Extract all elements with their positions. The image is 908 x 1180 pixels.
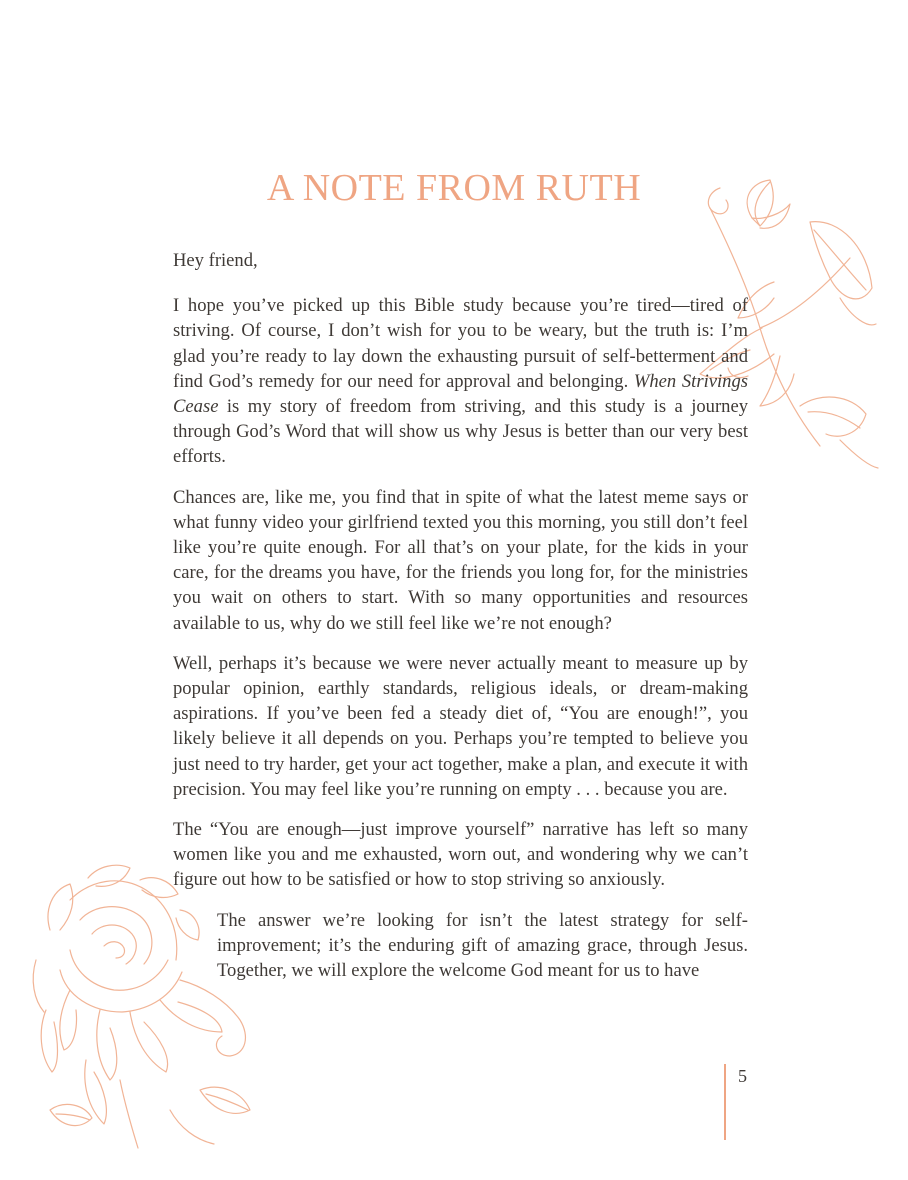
salutation: Hey friend, xyxy=(173,250,258,271)
paragraph-1-text-a: I hope you’ve picked up this Bible study because you’re tired—tired of striving. Of course, I don’t wish for you to be weary, but the truth is: I’m glad you’re ready to lay down the exhausting pursuit of self-betterment and find God’s remedy for our need for approval and belonging. xyxy=(173,295,748,392)
page-title: A NOTE FROM RUTH xyxy=(266,167,642,209)
paragraph-4: The “You are enough—just improve yourself” narrative has left so many women like you and me exhausted, worn out, and wondering why we can’t figure out how to be satisfied or how to stop striving so anxiously. xyxy=(173,819,748,891)
folio-rule xyxy=(724,1064,726,1140)
page-number: 5 xyxy=(738,1066,747,1086)
paragraph-1 xyxy=(173,293,748,469)
book-title: When Strivings Cease xyxy=(173,370,748,418)
paragraph-2: Chances are, like me, you find that in spite of what the latest meme says or what funny video your girlfriend texted you this morning, you still don’t feel like you’re quite enough. For all that’s on your plate, for the kids in your care, for the dreams you have, for the friends you long for, for the ministries you wait on others to start. With so many opportunities and resources available to us, why do we still feel like we’re not enough? xyxy=(173,486,748,634)
chrysanthemum-line-art-icon xyxy=(30,860,270,1150)
paragraph-1-text-b: is my story of freedom from striving, and this study is a journey through God’s Word that will show us why Jesus is better than our very best efforts. xyxy=(173,396,748,468)
paragraph-3: Well, perhaps it’s because we were never actually meant to measure up by popular opinion, earthly standards, religious ideals, or dream-making aspirations. If you’ve been fed a steady diet of, “You are enough!”, you likely believe it all depends on you. Perhaps you’re tempted to believe you just need to try harder, get your act together, make a plan, and execute it with precision. You may feel like you’re running on empty . . . because you are. xyxy=(173,652,748,800)
paragraph-5: The answer we’re looking for isn’t the latest strategy for self-improvement; it’s the enduring gift of amazing grace, through Jesus. Together, we will explore the welcome God meant for us to have xyxy=(217,909,748,982)
